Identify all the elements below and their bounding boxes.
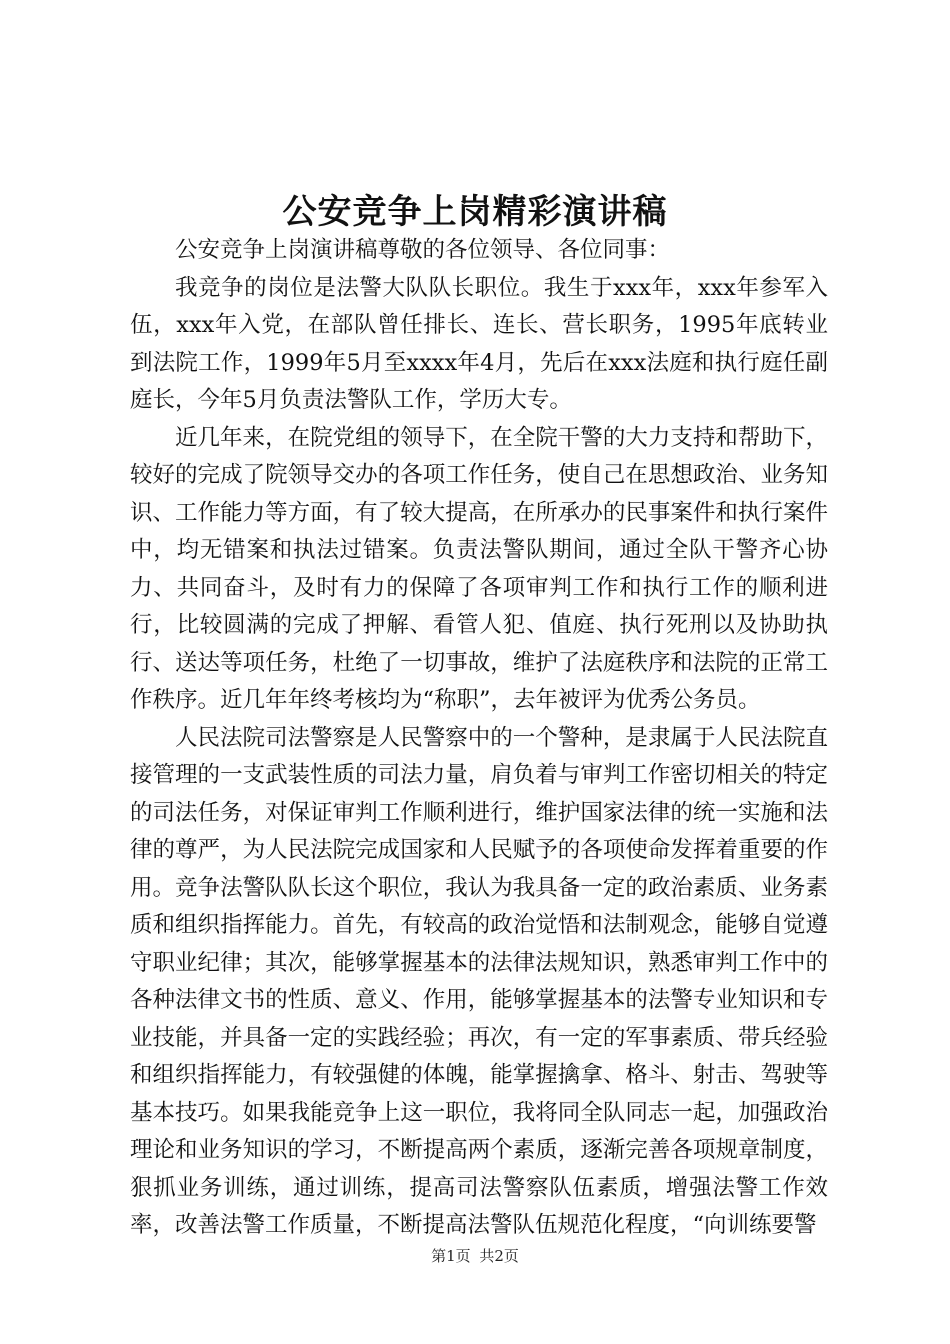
paragraph-background: 我竞争的岗位是法警大队队长职位。我生于xxx年，xxx年参军入伍，xxx年入党，在部队曾任排长、连长、营长职务，1995年底转业到法院工作，1999年5月至xxxx年4月，先后在xxx法庭和执行庭任副庭长，今年5月负责法警队工作，学历大专。 (130, 274, 828, 413)
page-number: 第1页 (431, 1247, 471, 1265)
paragraph-qualifications: 人民法院司法警察是人民警察中的一个警种，是隶属于人民法院直接管理的一支武装性质的司法力量，肩负着与审判工作密切相关的特定的司法任务，对保证审判工作顺利进行，维护国家法律的统一实施和法律的尊严，为人民法院完成国家和人民赋予的各项使命发挥着重要的作用。竞争法警队队长这个职位，我认为我具备一定的政治素质、业务素质和组织指挥能力。首先，有较高的政治觉悟和法制观念，能够自觉遵守职业纪律；其次，能够掌握基本的法律法规知识，熟悉审判工作中的各种法律文书的性质、意义、作用，能够掌握基本的法警专业知识和专业技能，并具备一定的实践经验；再次，有一定的军事素质、带兵经验和组织指挥能力，有较强健的体魄，能掌握擒拿、格斗、射击、驾驶等基本技巧。如果我能竞争上这一职位，我将同全队同志一起，加强政治理论和业务知识的学习，不断提高两个素质，逐渐完善各项规章制度，狠抓业务训练，通过训练，提高司法警察队伍素质，增强法警工作效率，改善法警工作质量，不断提高法警队伍规范化程度，“向训练要警 (130, 724, 828, 1238)
document-body (130, 232, 828, 1245)
page-footer (0, 1245, 950, 1266)
document-title: 公安竞争上岗精彩演讲稿 (282, 192, 668, 232)
paragraph-achievements: 近几年来，在院党组的领导下，在全院干警的大力支持和帮助下，较好的完成了院领导交办的各项工作任务，使自己在思想政治、业务知识、工作能力等方面，有了较大提高，在所承办的民事案件和执行案件中，均无错案和执法过错案。负责法警队期间，通过全队干警齐心协力、共同奋斗，及时有力的保障了各项审判工作和执行工作的顺利进行，比较圆满的完成了押解、看管人犯、值庭、执行死刑以及协助执行、送达等项任务，杜绝了一切事故，维护了法庭秩序和法院的正常工作秩序。近几年年终考核均为“称职”，去年被评为优秀公务员。 (130, 424, 828, 713)
paragraph-greeting: 公安竞争上岗演讲稿尊敬的各位领导、各位同事： (175, 237, 671, 263)
page-total: 共2页 (479, 1247, 519, 1265)
